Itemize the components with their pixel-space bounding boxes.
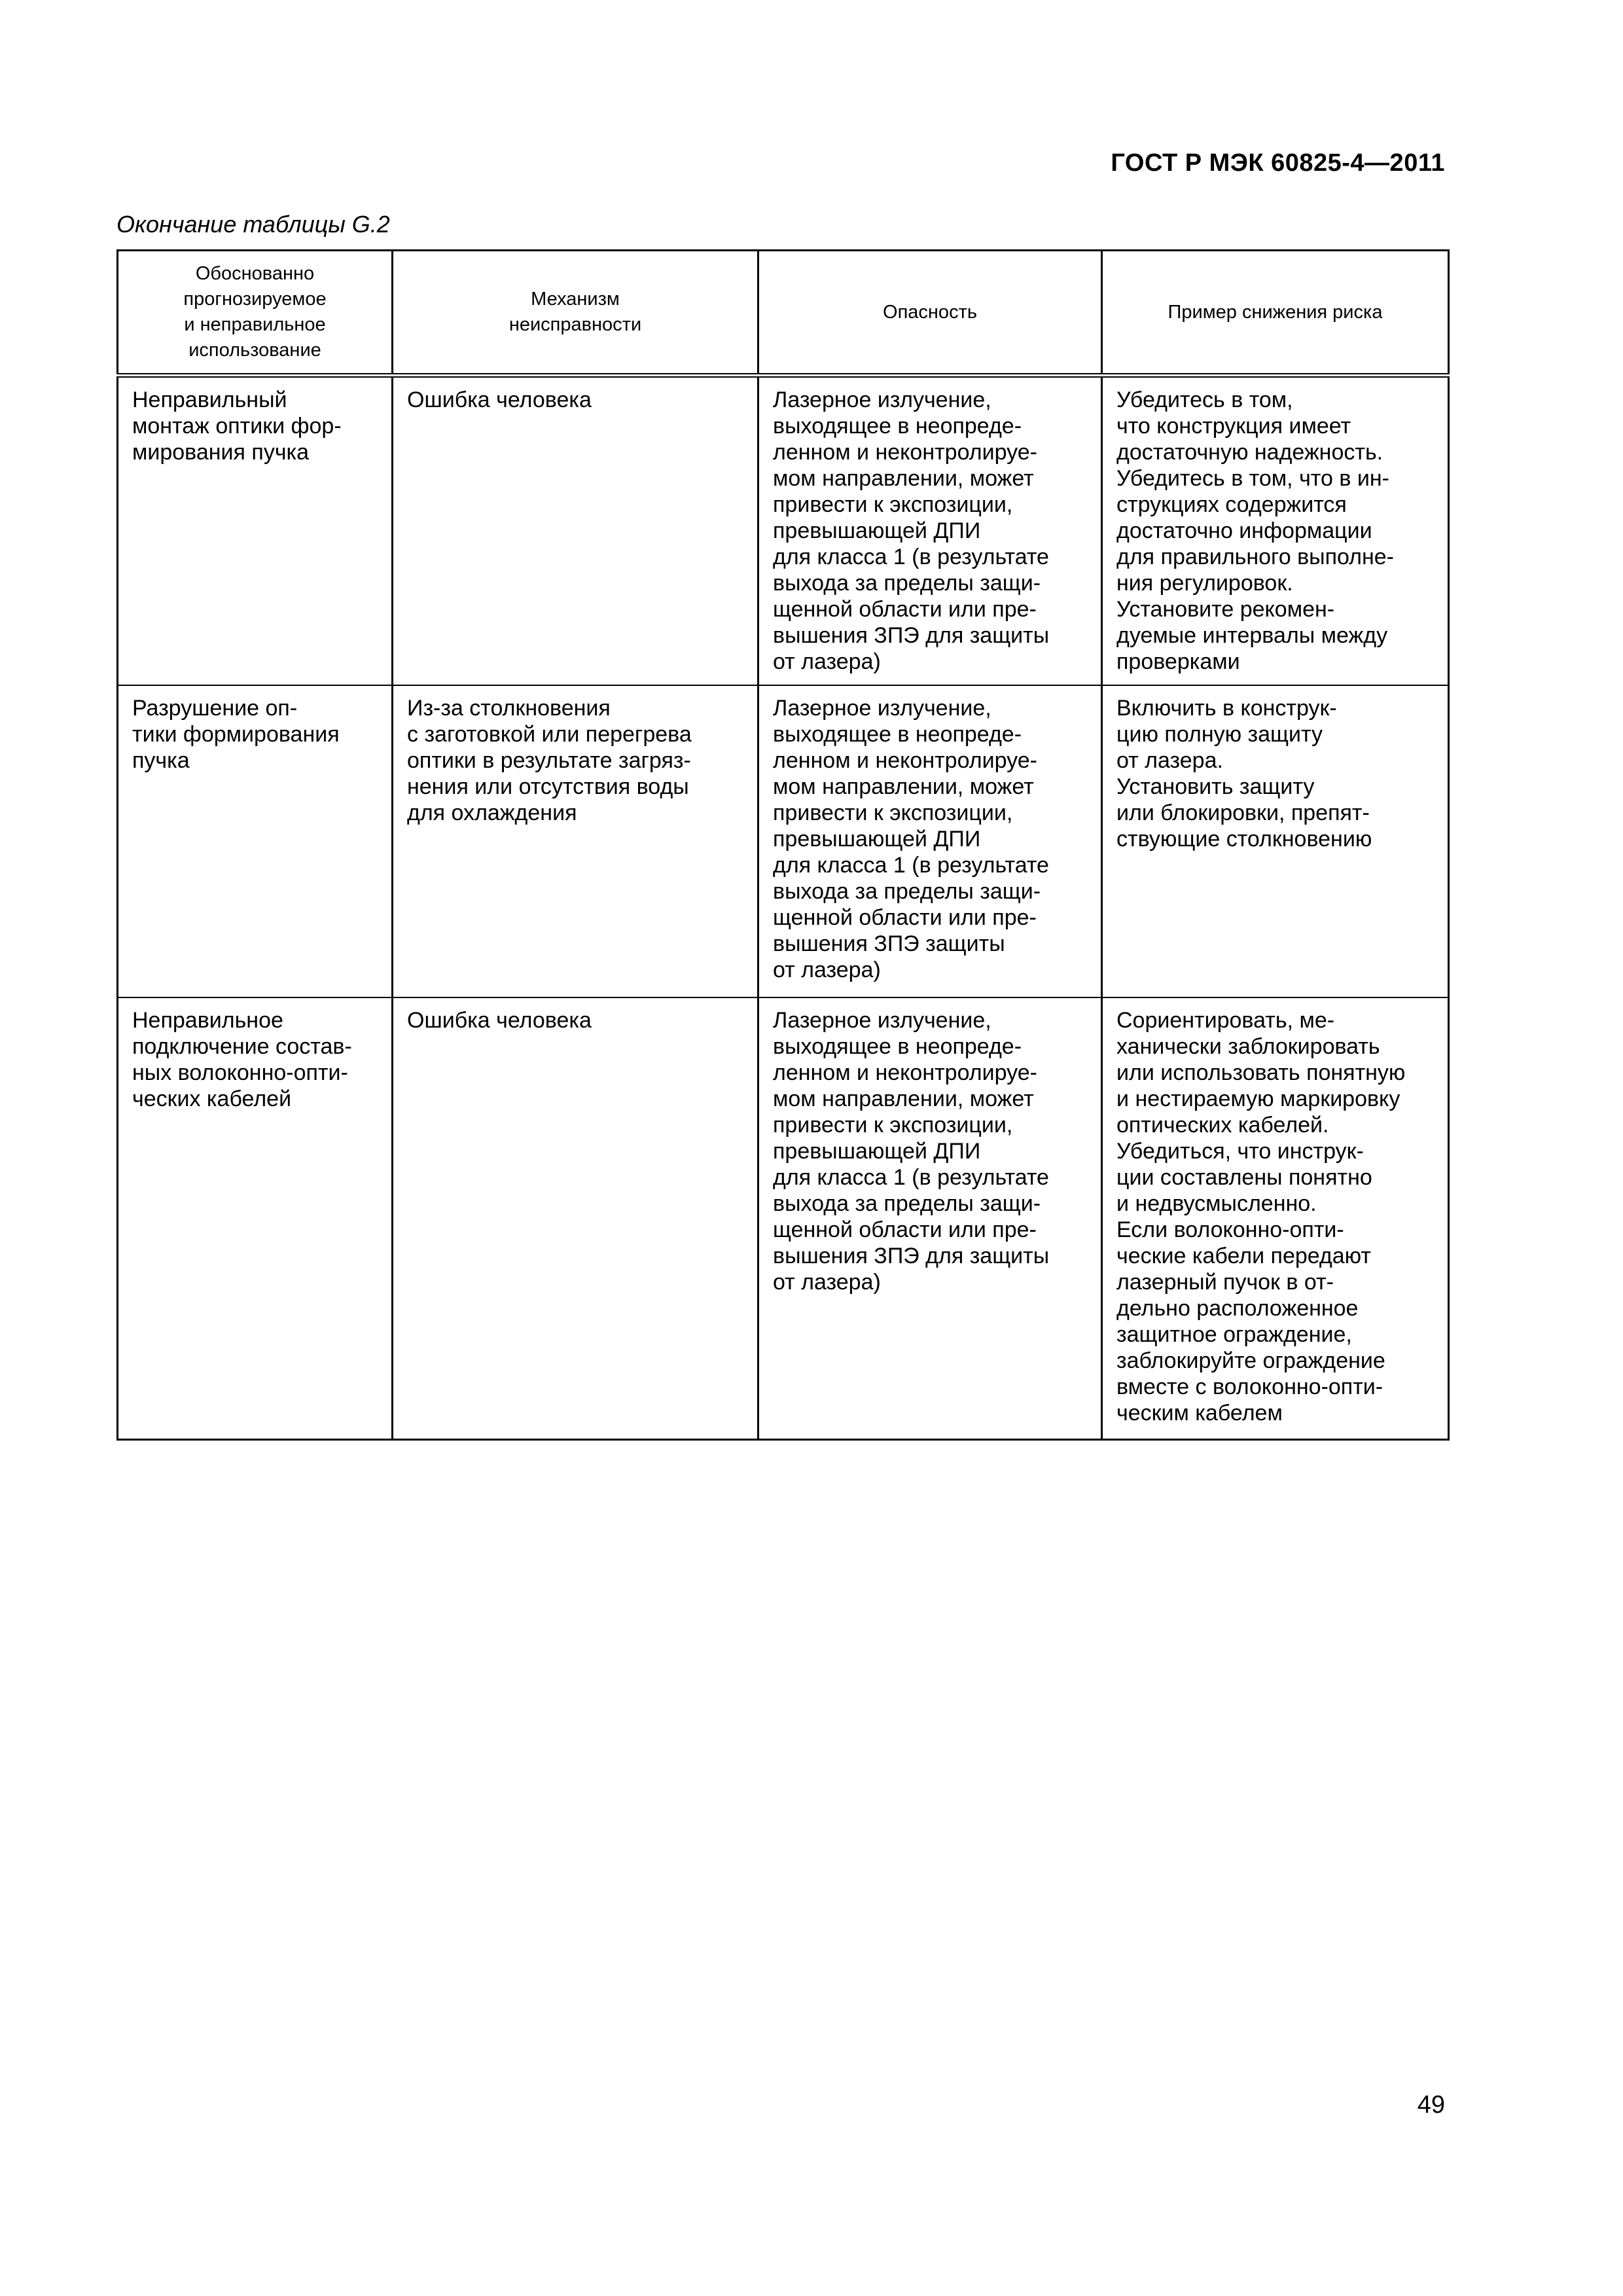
cell-mechanism-text: Ошибка человека: [407, 387, 592, 412]
cell-mechanism-text: Ошибка человека: [407, 1007, 592, 1033]
document-standard-header: ГОСТ Р МЭК 60825-4—2011: [1111, 149, 1445, 177]
cell-misuse: [118, 376, 393, 685]
cell-misuse-text: Разрушение оп- тики формирования пучка: [132, 695, 340, 773]
column-header-misuse: [118, 251, 393, 376]
table-caption: Окончание таблицы G.2: [116, 211, 390, 238]
cell-hazard-text: Лазерное излучение, выходящее в неопреде- ленном и неконтролируе- мом направлении, может привести к экспозиции, превышающей ДПИ для класса 1 (в результате выхода за пределы защи- щенной области или пре- вышения ЗПЭ для защиты от лазера): [773, 387, 1050, 674]
cell-mechanism: [393, 376, 758, 685]
page-number: 49: [1417, 2091, 1445, 2119]
table-header: [118, 251, 1449, 376]
table-body: [118, 376, 1449, 1440]
cell-mechanism: [393, 997, 758, 1440]
cell-mitigation: [1102, 685, 1449, 997]
cell-misuse: [118, 997, 393, 1440]
cell-misuse-text: Неправильный монтаж оптики фор- мирования пучка: [132, 387, 342, 465]
column-header-hazard-label: Опасность: [883, 301, 977, 323]
table-header-row: [118, 251, 1449, 376]
table-row: [118, 376, 1449, 685]
table-row: [118, 997, 1449, 1440]
cell-mechanism-text: Из-за столкновения с заготовкой или перегрева оптики в результате загряз- нения или отсутствия воды для охлаждения: [407, 695, 692, 825]
cell-mitigation-text: Сориентировать, ме- ханически заблокировать или использовать понятную и нестираемую маркировку оптических кабелей. Убедиться, что инструк- ции составлены понятно и недвусмысленно. Если волоконно-опти- ческие кабели передают лазерный пучок в от- дельно расположенное защитное ограждение, заблокируйте ограждение вместе с волоконно-опти- ческим кабелем: [1116, 1007, 1406, 1426]
cell-hazard: [758, 685, 1102, 997]
cell-misuse: [118, 685, 393, 997]
column-header-mitigation: [1102, 251, 1449, 376]
cell-mitigation: [1102, 376, 1449, 685]
cell-hazard: [758, 376, 1102, 685]
column-header-misuse-label: Обоснованно прогнозируемое и неправильное использование: [183, 263, 327, 361]
cell-mitigation-text: Включить в конструк- цию полную защиту от лазера. Установить защиту или блокировки, препят- ствующие столкновению: [1116, 695, 1372, 852]
cell-hazard-text: Лазерное излучение, выходящее в неопреде- ленном и неконтролируе- мом направлении, может привести к экспозиции, превышающей ДПИ для класса 1 (в результате выхода за пределы защи- щенной области или пре- вышения ЗПЭ для защиты от лазера): [773, 1007, 1050, 1295]
cell-mitigation: [1102, 997, 1449, 1440]
risk-table: [116, 249, 1450, 1441]
table-row: [118, 685, 1449, 997]
column-header-mitigation-label: Пример снижения риска: [1168, 301, 1383, 323]
cell-mitigation-text: Убедитесь в том, что конструкция имеет достаточную надежность. Убедитесь в том, что в ин- струкциях содержится достаточно информации для правильного выполне- ния регулировок. Установите рекомен- дуемые интервалы между проверками: [1116, 387, 1394, 674]
column-header-hazard: [758, 251, 1102, 376]
cell-hazard-text: Лазерное излучение, выходящее в неопреде- ленном и неконтролируе- мом направлении, может привести к экспозиции, превышающей ДПИ для класса 1 (в результате выхода за пределы защи- щенной области или пре- вышения ЗПЭ защиты от лазера): [773, 695, 1049, 982]
cell-misuse-text: Неправильное подключение состав- ных волоконно-опти- ческих кабелей: [132, 1007, 352, 1111]
column-header-mechanism-label: Механизм неисправности: [508, 289, 642, 335]
cell-mechanism: [393, 685, 758, 997]
cell-hazard: [758, 997, 1102, 1440]
column-header-mechanism: [393, 251, 758, 376]
